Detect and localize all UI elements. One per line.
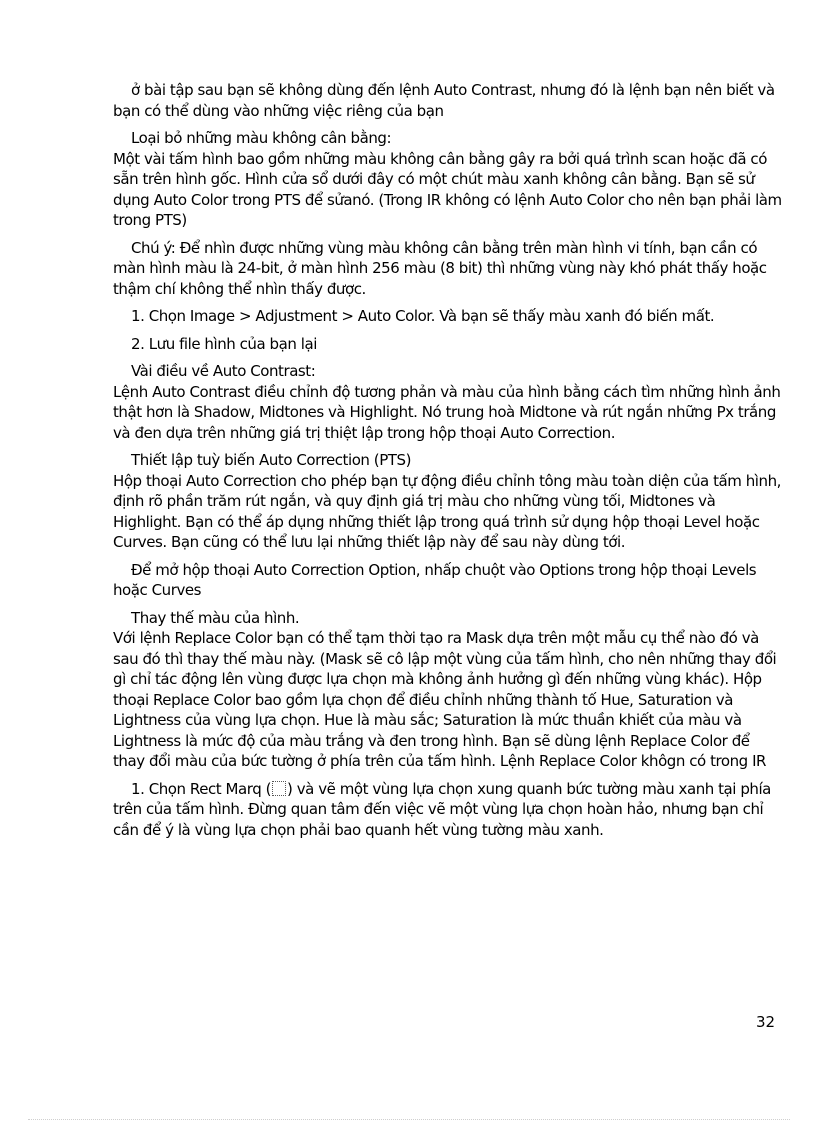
section-auto-correction xyxy=(113,450,783,553)
step-rect-marquee xyxy=(113,779,783,841)
step-rect-marquee-text-end: ) và vẽ một vùng lựa chọn xung quanh bức tường màu xanh tại phía trên của tấm hình. Đừng quan tâm đến việc vẽ một vùng lựa chọn hoàn hảo, nhưng bạn chỉ cần để ý là vùng lựa chọn phải bao quanh hết vùng tường màu xanh. xyxy=(113,779,771,839)
step-save-file: 2. Lưu file hình của bạn lại xyxy=(131,334,317,353)
section-replace-color xyxy=(113,608,783,772)
heading-replace-color: Thay thế màu của hình. xyxy=(131,608,300,627)
paragraph-monitor-note: Chú ý: Để nhìn được những vùng màu không cân bằng trên màn hình vi tính, bạn cần có màn hình màu là 24-bit, ở màn hình 256 màu (8 bit) thì những vùng này khó phát thấy hoặc thậm chí không thể nhìn thấy được. xyxy=(113,238,767,298)
paragraph-auto-contrast: Lệnh Auto Contrast điều chỉnh độ tương phản và màu của hình bằng cách tìm những hình ảnh thật hơn là Shadow, Midtones và Highlight. Nó trung hoà Midtone và rút ngắn những Px trắng và đen dựa trên những giá trị thiệt lập trong hộp thoại Auto Correction. xyxy=(113,382,781,442)
section-color-imbalance xyxy=(113,128,783,231)
paragraph-auto-contrast-note: ở bài tập sau bạn sẽ không dùng đến lệnh Auto Contrast, nhưng đó là lệnh bạn nên biết và bạn có thể dùng vào những việc riêng của bạn xyxy=(113,81,775,120)
page-number: 32 xyxy=(756,1013,776,1031)
heading-remove-imbalance: Loại bỏ những màu không cân bằng: xyxy=(131,129,392,147)
paragraph-auto-correction: Hộp thoại Auto Correction cho phép bạn tự động điều chỉnh tông màu toàn diện của tấm hình, định rõ phần trăm rút ngắn, và quy định giá trị màu cho những vùng tối, Midtones và Highlight. Bạn có thể áp dụng những thiết lập trong quá trình sử dụng hộp thoại Level hoặc Curves. Bạn cũng có thể lưu lại những thiết lập này để sau này dùng tới. xyxy=(113,471,781,551)
section-auto-contrast xyxy=(113,361,783,443)
heading-auto-correction: Thiết lập tuỳ biến Auto Correction (PTS) xyxy=(131,451,411,469)
paragraph-open-options: Để mở hộp thoại Auto Correction Option, nhấp chuột vào Options trong hộp thoại Levels hoặc Curves xyxy=(113,560,757,599)
rect-marquee-tool-icon xyxy=(272,781,286,796)
paragraph-color-imbalance: Một vài tấm hình bao gồm những màu không cân bằng gây ra bởi quá trình scan hoặc đã có sẵn trên hình gốc. Hình cửa sổ dưới đây có một chút màu xanh không cân bằng. Bạn sẽ sử dụng Auto Color trong PTS để sửanó. (Trong IR không có lệnh Auto Color cho nên bạn phải làm trong PTS) xyxy=(113,149,782,229)
footer-divider xyxy=(28,1119,790,1120)
heading-auto-contrast: Vài điều về Auto Contrast: xyxy=(131,362,316,380)
step-auto-color: 1. Chọn Image > Adjustment > Auto Color. Và bạn sẽ thấy màu xanh đó biến mất. xyxy=(131,307,715,325)
page-content xyxy=(113,80,783,847)
paragraph-replace-color: Với lệnh Replace Color bạn có thể tạm thời tạo ra Mask dựa trên một mẫu cụ thể nào đó và sau đó thì thay thế màu này. (Mask sẽ cô lập một vùng của tấm hình, cho nên những thay đổi gì chỉ tác động lên vùng được lựa chọn mà không ảnh hưởng gì đến những vùng khác). Hộp thoại Replace Color bao gồm lựa chọn để điều chỉnh những thành tố Hue, Saturation và Lightness của vùng lựa chọn. Hue là màu sắc; Saturation là mức thuần khiết của màu và Lightness là mức độ của màu trắng và đen trong hình. Bạn sẽ dùng lệnh Replace Color để thay đổi màu của bức tường ở phía trên của tấm hình. Lệnh Replace Color khôgn có trong IR xyxy=(113,629,777,770)
step-rect-marquee-text-start: 1. Chọn Rect Marq ( xyxy=(131,779,272,798)
